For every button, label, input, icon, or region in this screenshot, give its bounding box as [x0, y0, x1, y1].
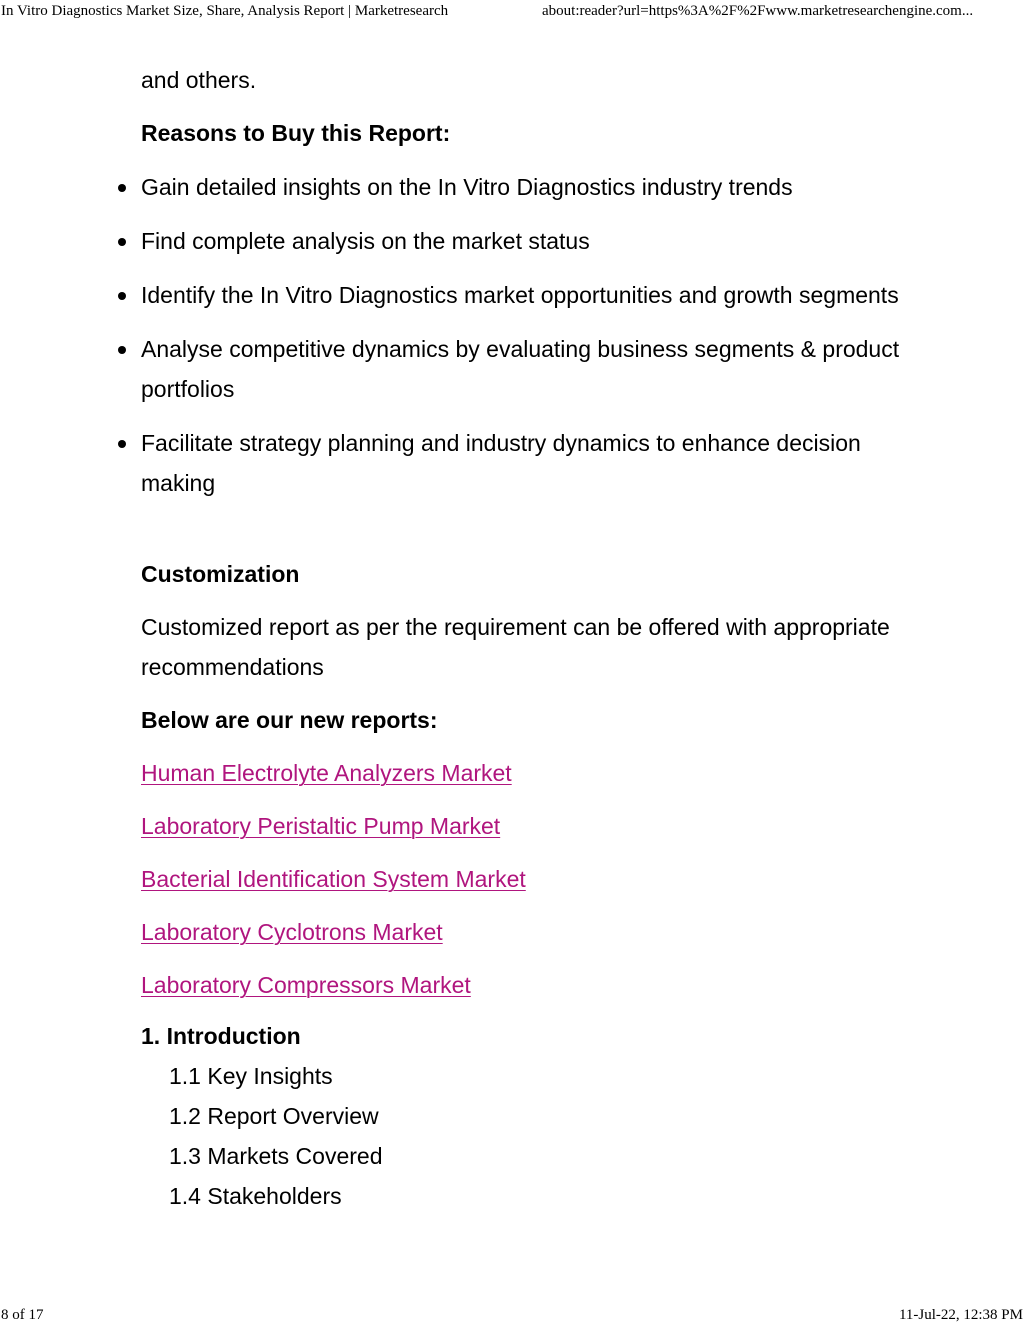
- toc-heading: 1. Introduction: [141, 1023, 301, 1049]
- reason-text: Facilitate strategy planning and industry dynamics to enhance decision making: [141, 430, 861, 496]
- print-header-title: In Vitro Diagnostics Market Size, Share, Analysis Report | Marketresearch: [1, 3, 449, 19]
- print-footer: [0, 1303, 1024, 1325]
- reason-text: Find complete analysis on the market status: [141, 228, 590, 254]
- print-datetime: 11-Jul-22, 12:38 PM: [898, 1307, 1023, 1323]
- toc-item: 1.2 Report Overview: [169, 1103, 379, 1129]
- new-report-link-item: [141, 859, 901, 899]
- reason-item: [141, 423, 901, 503]
- bullet-icon: [118, 292, 126, 300]
- new-report-link[interactable]: Laboratory Cyclotrons Market: [141, 919, 443, 945]
- reason-item: [141, 221, 901, 261]
- new-reports-heading: Below are our new reports:: [141, 707, 438, 733]
- reason-text: Analyse competitive dynamics by evaluating business segments & product portfolios: [141, 336, 900, 402]
- reasons-list: [141, 167, 901, 517]
- reason-item: [141, 329, 901, 409]
- customization-text: Customized report as per the requirement can be offered with appropriate recommendations: [141, 614, 890, 680]
- toc-item: 1.1 Key Insights: [169, 1063, 333, 1089]
- reason-text: Identify the In Vitro Diagnostics market opportunities and growth segments: [141, 282, 899, 308]
- new-report-link[interactable]: Human Electrolyte Analyzers Market: [141, 760, 512, 786]
- new-report-link[interactable]: Bacterial Identification System Market: [141, 866, 526, 892]
- print-header: [0, 0, 1024, 22]
- lead-fragment: and others.: [141, 67, 257, 93]
- print-header-url: about:reader?url=https%3A%2F%2Fwww.marketresearchengine.com...: [542, 3, 974, 19]
- bullet-icon: [118, 238, 126, 246]
- new-report-link-item: [141, 806, 901, 846]
- toc-item: 1.3 Markets Covered: [169, 1143, 383, 1169]
- new-report-link-item: [141, 753, 901, 793]
- customization-heading: Customization: [141, 561, 300, 587]
- reason-item: [141, 275, 901, 315]
- new-report-link[interactable]: Laboratory Peristaltic Pump Market: [141, 813, 501, 839]
- reason-item: [141, 167, 901, 207]
- reasons-heading: Reasons to Buy this Report:: [141, 120, 451, 146]
- bullet-icon: [118, 346, 126, 354]
- bullet-icon: [118, 184, 126, 192]
- bullet-icon: [118, 440, 126, 448]
- new-report-link[interactable]: Laboratory Compressors Market: [141, 972, 471, 998]
- new-report-link-item: [141, 912, 901, 952]
- new-report-link-item: [141, 965, 901, 1005]
- toc-item: 1.4 Stakeholders: [169, 1183, 342, 1209]
- page-number: 8 of 17: [1, 1307, 44, 1323]
- reason-text: Gain detailed insights on the In Vitro Diagnostics industry trends: [141, 174, 793, 200]
